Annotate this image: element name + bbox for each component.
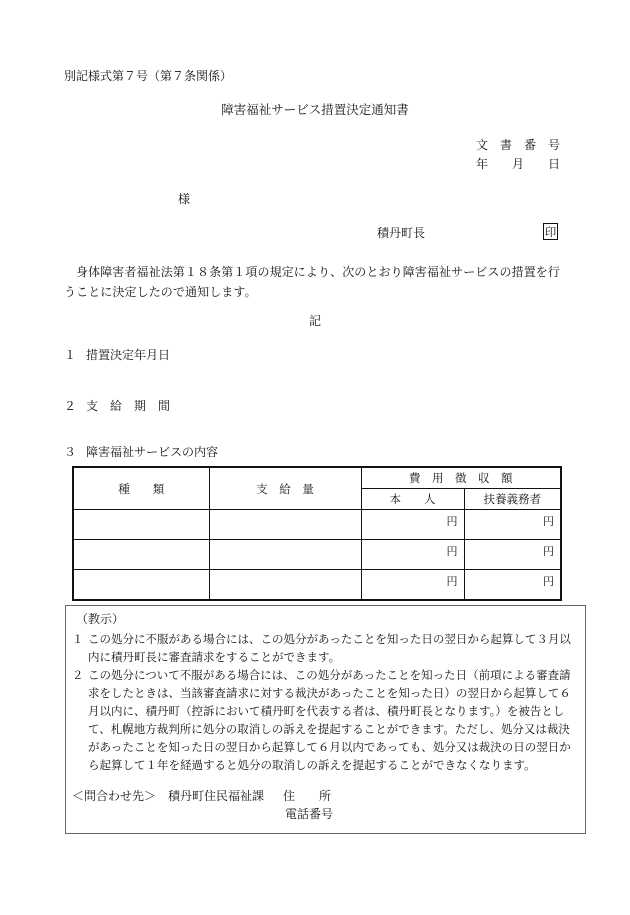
item-service-content: ３ 障害福祉サービスの内容	[64, 445, 219, 459]
column-amount-header: 支 給 量	[209, 467, 361, 510]
table-cell	[209, 510, 361, 540]
table-row	[73, 570, 561, 601]
table-row	[73, 540, 561, 570]
column-fee-header: 費 用 徴 収 額	[361, 467, 561, 489]
table-cell	[73, 540, 209, 570]
document-title: 障害福祉サービス措置決定通知書	[221, 102, 409, 117]
column-kind-header: 種 類	[73, 467, 209, 510]
table-cell	[209, 540, 361, 570]
item-decision-date: １ 措置決定年月日	[64, 348, 171, 362]
table-cell	[73, 570, 209, 601]
table-row	[73, 510, 561, 540]
recipient-honorific: 様	[178, 192, 191, 206]
issuer-name: 積丹町長	[377, 226, 426, 240]
item-supply-period: ２ 支 給 期 間	[64, 399, 171, 413]
yen-cell: 円	[361, 570, 464, 601]
column-self-header: 本 人	[361, 489, 464, 510]
seal-mark: 印	[544, 225, 557, 239]
contact-row	[72, 790, 331, 802]
contact-department: 積丹町住民福祉課	[168, 789, 265, 803]
service-table	[72, 466, 562, 601]
table-cell	[209, 570, 361, 601]
column-supporter-header: 扶養義務者	[464, 489, 561, 510]
yen-cell: 円	[361, 510, 464, 540]
address-label: 住 所	[283, 789, 332, 803]
document-number-label: 文 書 番 号	[476, 138, 560, 152]
ki-heading: 記	[308, 314, 321, 328]
date-label: 年 月 日	[476, 157, 560, 171]
notice-item: ２ この処分について不服がある場合には、この処分があったことを知った日（前項による審査請求をしたときは、当該審査請求に対する裁決があったことを知った日）の翌日から起算して６月以内に、積丹町（控訴において積丹町を代表する者は、積丹町長となります。）を被告として、札幌地方裁判所に処分の取消しの訴えを提起することができます。ただし、処分又は裁決があったことを知った日の翌日から起算して６月以内であっても、処分又は裁決の日の翌日から起算して１年を経過すると処分の取消しの訴えを提起することができなくなります。	[72, 668, 571, 772]
notice-item: １ この処分に不服がある場合には、この処分があったことを知った日の翌日から起算して３月以内に積丹町長に審査請求をすることができます。	[72, 632, 571, 664]
yen-cell: 円	[464, 510, 561, 540]
body-text: 身体障害者福祉法第１８条第１項の規定により、次のとおり障害福祉サービスの措置を行うことに決定したので通知します。	[64, 265, 561, 299]
notice-list	[72, 630, 577, 774]
yen-cell: 円	[464, 570, 561, 601]
contact-label: ＜問合わせ先＞	[72, 789, 157, 803]
table-cell	[73, 510, 209, 540]
notice-heading: （教示）	[76, 612, 125, 626]
yen-cell: 円	[464, 540, 561, 570]
yen-cell: 円	[361, 540, 464, 570]
form-number: 別記様式第７号（第７条関係）	[64, 69, 233, 83]
phone-label: 電話番号	[285, 807, 334, 821]
